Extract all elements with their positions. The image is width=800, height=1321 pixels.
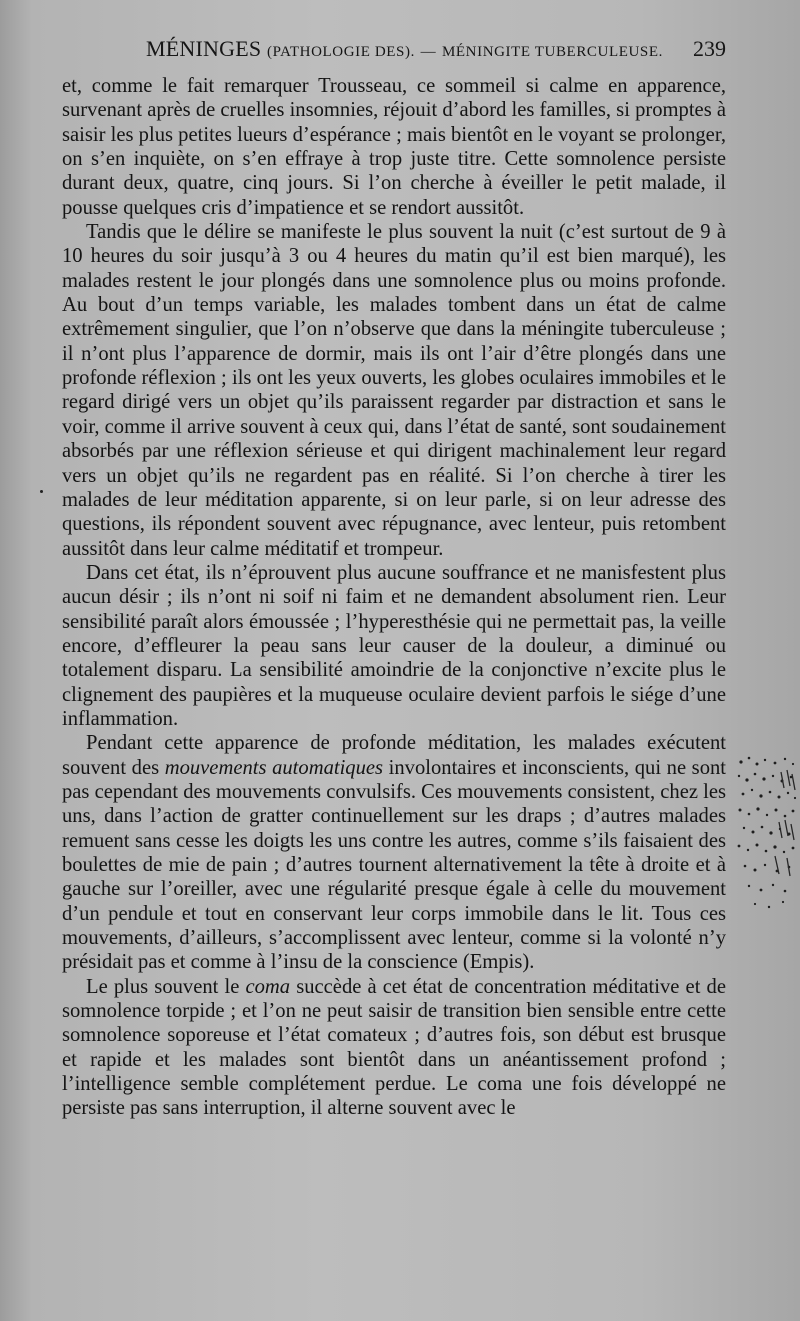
paragraph-4 [62, 731, 726, 974]
paragraph-5 [62, 975, 726, 1121]
running-title-section: MÉNINGITE TUBERCULEUSE. [441, 44, 663, 60]
margin-ink-speckles [735, 752, 797, 912]
running-title [146, 36, 663, 62]
body-text [62, 74, 726, 1121]
paragraph-4-start: Pendant cette apparence de profonde méditation, les malades exécutent souvent des [62, 732, 726, 779]
paragraph-5-end: succède à cet état de concentration méditative et de somnolence torpide ; et l’on ne peut saisir de transition bien sensible entre cette somnolence soporeuse et l’état comateux ; d’autres fois, son début est brusque et rapide et les malades sont bientôt dans un anéantissement profond ; l’intelligence semble complétement perdue. Le coma une fois développé ne persiste pas sans interruption, il alterne souvent avec le [62, 975, 726, 1120]
margin-speck [40, 490, 43, 493]
paragraph-1: et, comme le fait remarquer Trousseau, ce sommeil si calme en apparence, survenant après de cruelles insomnies, réjouit d’abord les familles, si promptes à saisir les plus petites lueurs d’espérance ; mais bientôt en le voyant se prolonger, on s’en inquiète, on s’en effraye à trop juste titre. Cette somnolence persiste durant deux, quatre, cinq jours. Si l’on cherche à éveiller le petit malade, il pousse quelques cris d’impatience et se rendort aussitôt. [62, 75, 726, 219]
running-title-paren: (PATHOLOGIE DES). [266, 44, 415, 60]
paragraph-5-start: Le plus souvent le [86, 975, 246, 998]
paragraph-2: Tandis que le délire se manifeste le plus souvent la nuit (c’est surtout de 9 à 10 heures du soir jusqu’à 3 ou 4 heures du matin qu’il est bien marqué), les malades restent le jour plongés dans une somnolence plus ou moins profonde. Au bout d’un temps variable, les malades tombent dans un état de calme extrêmement singulier, que l’on n’observe que dans la méningite tuberculeuse ; il n’ont plus l’apparence de dormir, mais ils ont l’air d’être plongés dans une profonde réflexion ; ils ont les yeux ouverts, les globes oculaires immobiles et le regard dirigé vers un objet qu’ils paraissent regarder par distraction et sans le voir, comme il arrive souvent à ceux qui, dans l’état de santé, sont soudainement absorbés par une réflexion sérieuse et qui dirigent machinalement leur regard vers un objet qu’ils ne regardent pas en réalité. Si l’on cherche à tirer les malades de leur méditation apparente, si on leur parle, si on leur adresse des questions, ils répondent souvent avec répugnance, avec lenteur, puis retombent aussitôt dans leur calme méditatif et trompeur. [62, 221, 726, 560]
paragraph-4-end: involontaires et inconscients, qui ne sont pas cependant des mouvements convulsifs. Ces mouvements consistent, chez les uns, dans l’action de gratter continuellement sur les draps ; d’autres malades remuent sans cesse les doigts les uns contre les autres, comme s’ils faisaient des boulettes de mie de pain ; d’autres tournent alternativement la tête à droite et à gauche sur l’oreiller, avec une régularité presque égale à celle du mouvement d’un pendule et tout en conservant leur corps immobile dans le lit. Tous ces mouvements, d’ailleurs, s’accomplissent avec lenteur, comme si la volonté n’y présidait pas et comme à l’insu de la conscience (Empis). [62, 756, 727, 974]
running-title-dash: — [420, 44, 437, 60]
paragraph-3: Dans cet état, ils n’éprouvent plus aucune souffrance et ne manisfestent plus aucun désir ; ils n’ont ni soif ni faim et ne demandent absolument rien. Leur sensibilité paraît alors émoussée ; l’hyperesthésie qui ne permettait pas, la veille encore, d’effleurer la peau sans leur causer de la douleur, a diminué ou totalement disparu. La sensibilité amoindrie de la conjonctive n’excite plus le clignement des paupières et la muqueuse oculaire devient parfois le siége d’une inflammation. [62, 561, 726, 730]
paragraph-5-italic-term: coma [245, 975, 291, 998]
running-title-main: MÉNINGES [146, 36, 262, 61]
page-number: 239 [693, 36, 726, 61]
running-head [62, 36, 726, 66]
paragraph-4-italic-term: mouvements automatiques [164, 756, 384, 779]
